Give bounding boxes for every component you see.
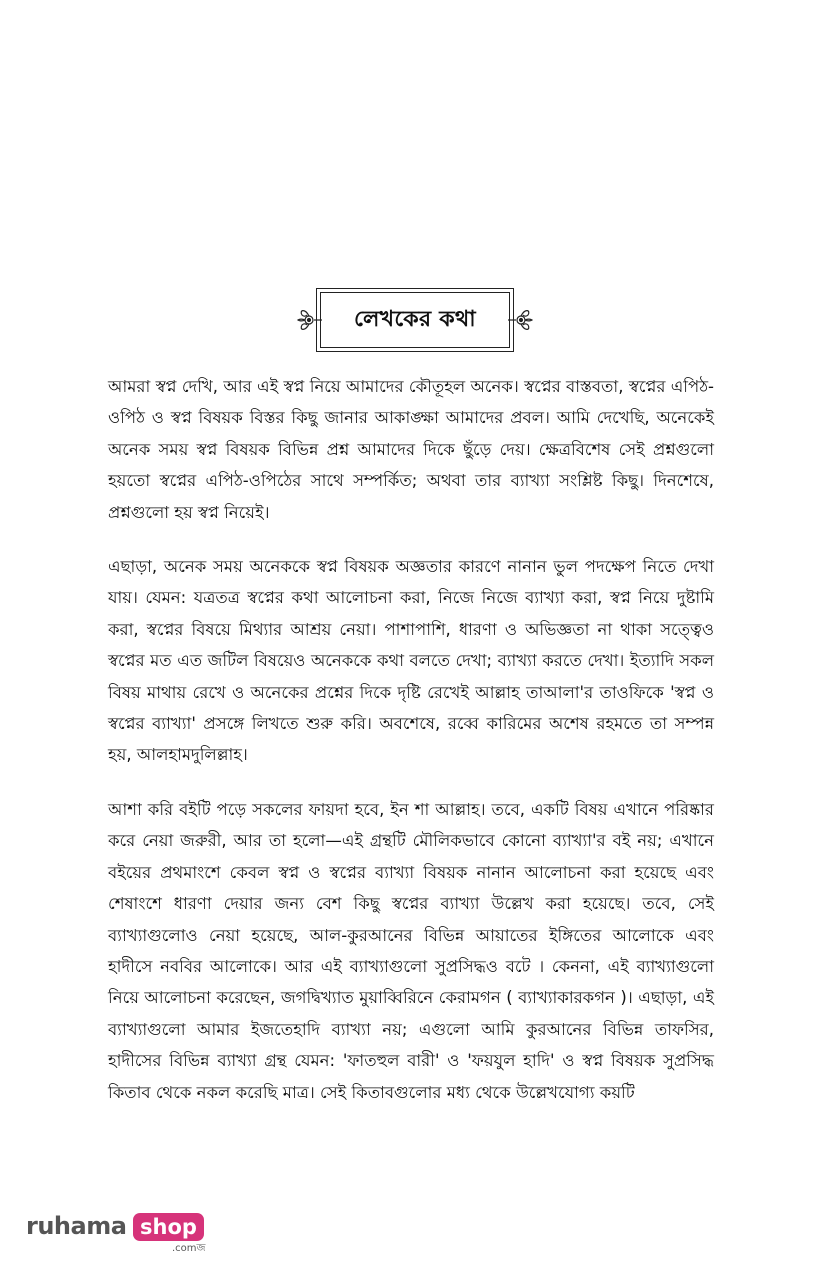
paragraph: আশা করি বইটি পড়ে সকলের ফায়দা হবে, ইন শা আল্লাহ। তবে, একটি বিষয় এখানে পরিষ্কার করে নেয়া জরুরী, আর তা হলো—এই গ্রন্থটি মৌলিকভাবে কোনো ব্যাখ্যা'র বই নয়; এখানে বইয়ের প্রথমাংশে কেবল স্বপ্ন ও স্বপ্নের ব্যাখ্যা বিষয়ক নানান আলোচনা করা হয়েছে এবং শেষাংশে ধারণা দেয়ার জন্য বেশ কিছু স্বপ্নের ব্যাখ্যা উল্লেখ করা হয়েছে। তবে, সেই ব্যাখ্যাগুলোও নেয়া হয়েছে, আল-কুরআনের বিভিন্ন আয়াতের ইঙ্গিতের আলোকে এবং হাদীসে নববির আলোকে। আর এই ব্যাখ্যাগুলো সুপ্রসিদ্ধও বটে । কেননা, এই ব্যাখ্যাগুলো নিয়ে আলোচনা করেছেন, জগদ্বিখ্যাত মুয়াব্বিরিনে কেরামগন ( ব্যাখ্যাকারকগন )। এছাড়া, এই ব্যাখ্যাগুলো আমার ইজতেহাদি ব্যাখ্যা নয়; এগুলো আমি কুরআনের বিভিন্ন তাফসির, হাদীসের বিভিন্ন ব্যাখ্যা গ্রন্থ যেমন: 'ফাতহুল বারী' ও 'ফয়যুল হাদি' ও স্বপ্ন বিষয়ক সুপ্রসিদ্ধ কিতাব থেকে নকল করেছি মাত্র। সেই কিতাবগুলোর মধ্য থেকে উল্লেখযোগ্য কয়টি: [108, 799, 714, 1102]
logo-shop-badge: shop: [133, 1213, 204, 1241]
logo-ruhama-text: ruhama: [26, 1212, 127, 1240]
floral-ornament-icon: [506, 304, 534, 336]
page-title: লেখকের কথা: [354, 306, 476, 332]
paragraph: আমরা স্বপ্ন দেখি, আর এই স্বপ্ন নিয়ে আমাদের কৌতূহল অনেক। স্বপ্নের বাস্তবতা, স্বপ্নের এপিঠ-ওপিঠ ও স্বপ্ন বিষয়ক বিস্তর কিছু জানার আকাঙ্ক্ষা আমাদের প্রবল। আমি দেখেছি, অনেকেই অনেক সময় স্বপ্ন বিষয়ক বিভিন্ন প্রশ্ন আমাদের দিকে ছুঁড়ে দেয়। ক্ষেত্রবিশেষ সেই প্রশ্নগুলো হয়তো স্বপ্নের এপিঠ-ওপিঠের সাথে সম্পর্কিত; অথবা তার ব্যাখ্যা সংশ্লিষ্ট কিছু। দিনশেষে, প্রশ্নগুলো হয় স্বপ্ন নিয়েই।: [108, 377, 714, 522]
chapter-title-frame: [296, 288, 534, 354]
ruhamashop-logo: [26, 1212, 226, 1252]
body-text: [108, 371, 714, 1108]
logo-domain-text: .comজ: [172, 1243, 206, 1254]
paragraph: এছাড়া, অনেক সময় অনেককে স্বপ্ন বিষয়ক অজ্ঞতার কারণে নানান ভুল পদক্ষেপ নিতে দেখা যায়। যেমন: যত্রতত্র স্বপ্নের কথা আলোচনা করা, নিজে নিজে ব্যাখ্যা করা, স্বপ্ন নিয়ে দুষ্টামি করা, স্বপ্নের বিষয়ে মিথ্যার আশ্রয় নেয়া। পাশাপাশি, ধারণা ও অভিজ্ঞতা না থাকা সত্ত্বেও স্বপ্নের মত এত জটিল বিষয়েও অনেককে কথা বলতে দেখা; ব্যাখ্যা করতে দেখা। ইত্যাদি সকল বিষয় মাথায় রেখে ও অনেকের প্রশ্নের দিকে দৃষ্টি রেখেই আল্লাহ তাআলা'র তাওফিকে 'স্বপ্ন ও স্বপ্নের ব্যাখ্যা' প্রসঙ্গে লিখতে শুরু করি। অবশেষে, রব্বে কারিমের অশেষ রহমতে তা সম্পন্ন হয়, আলহামদুলিল্লাহ।: [108, 557, 714, 765]
